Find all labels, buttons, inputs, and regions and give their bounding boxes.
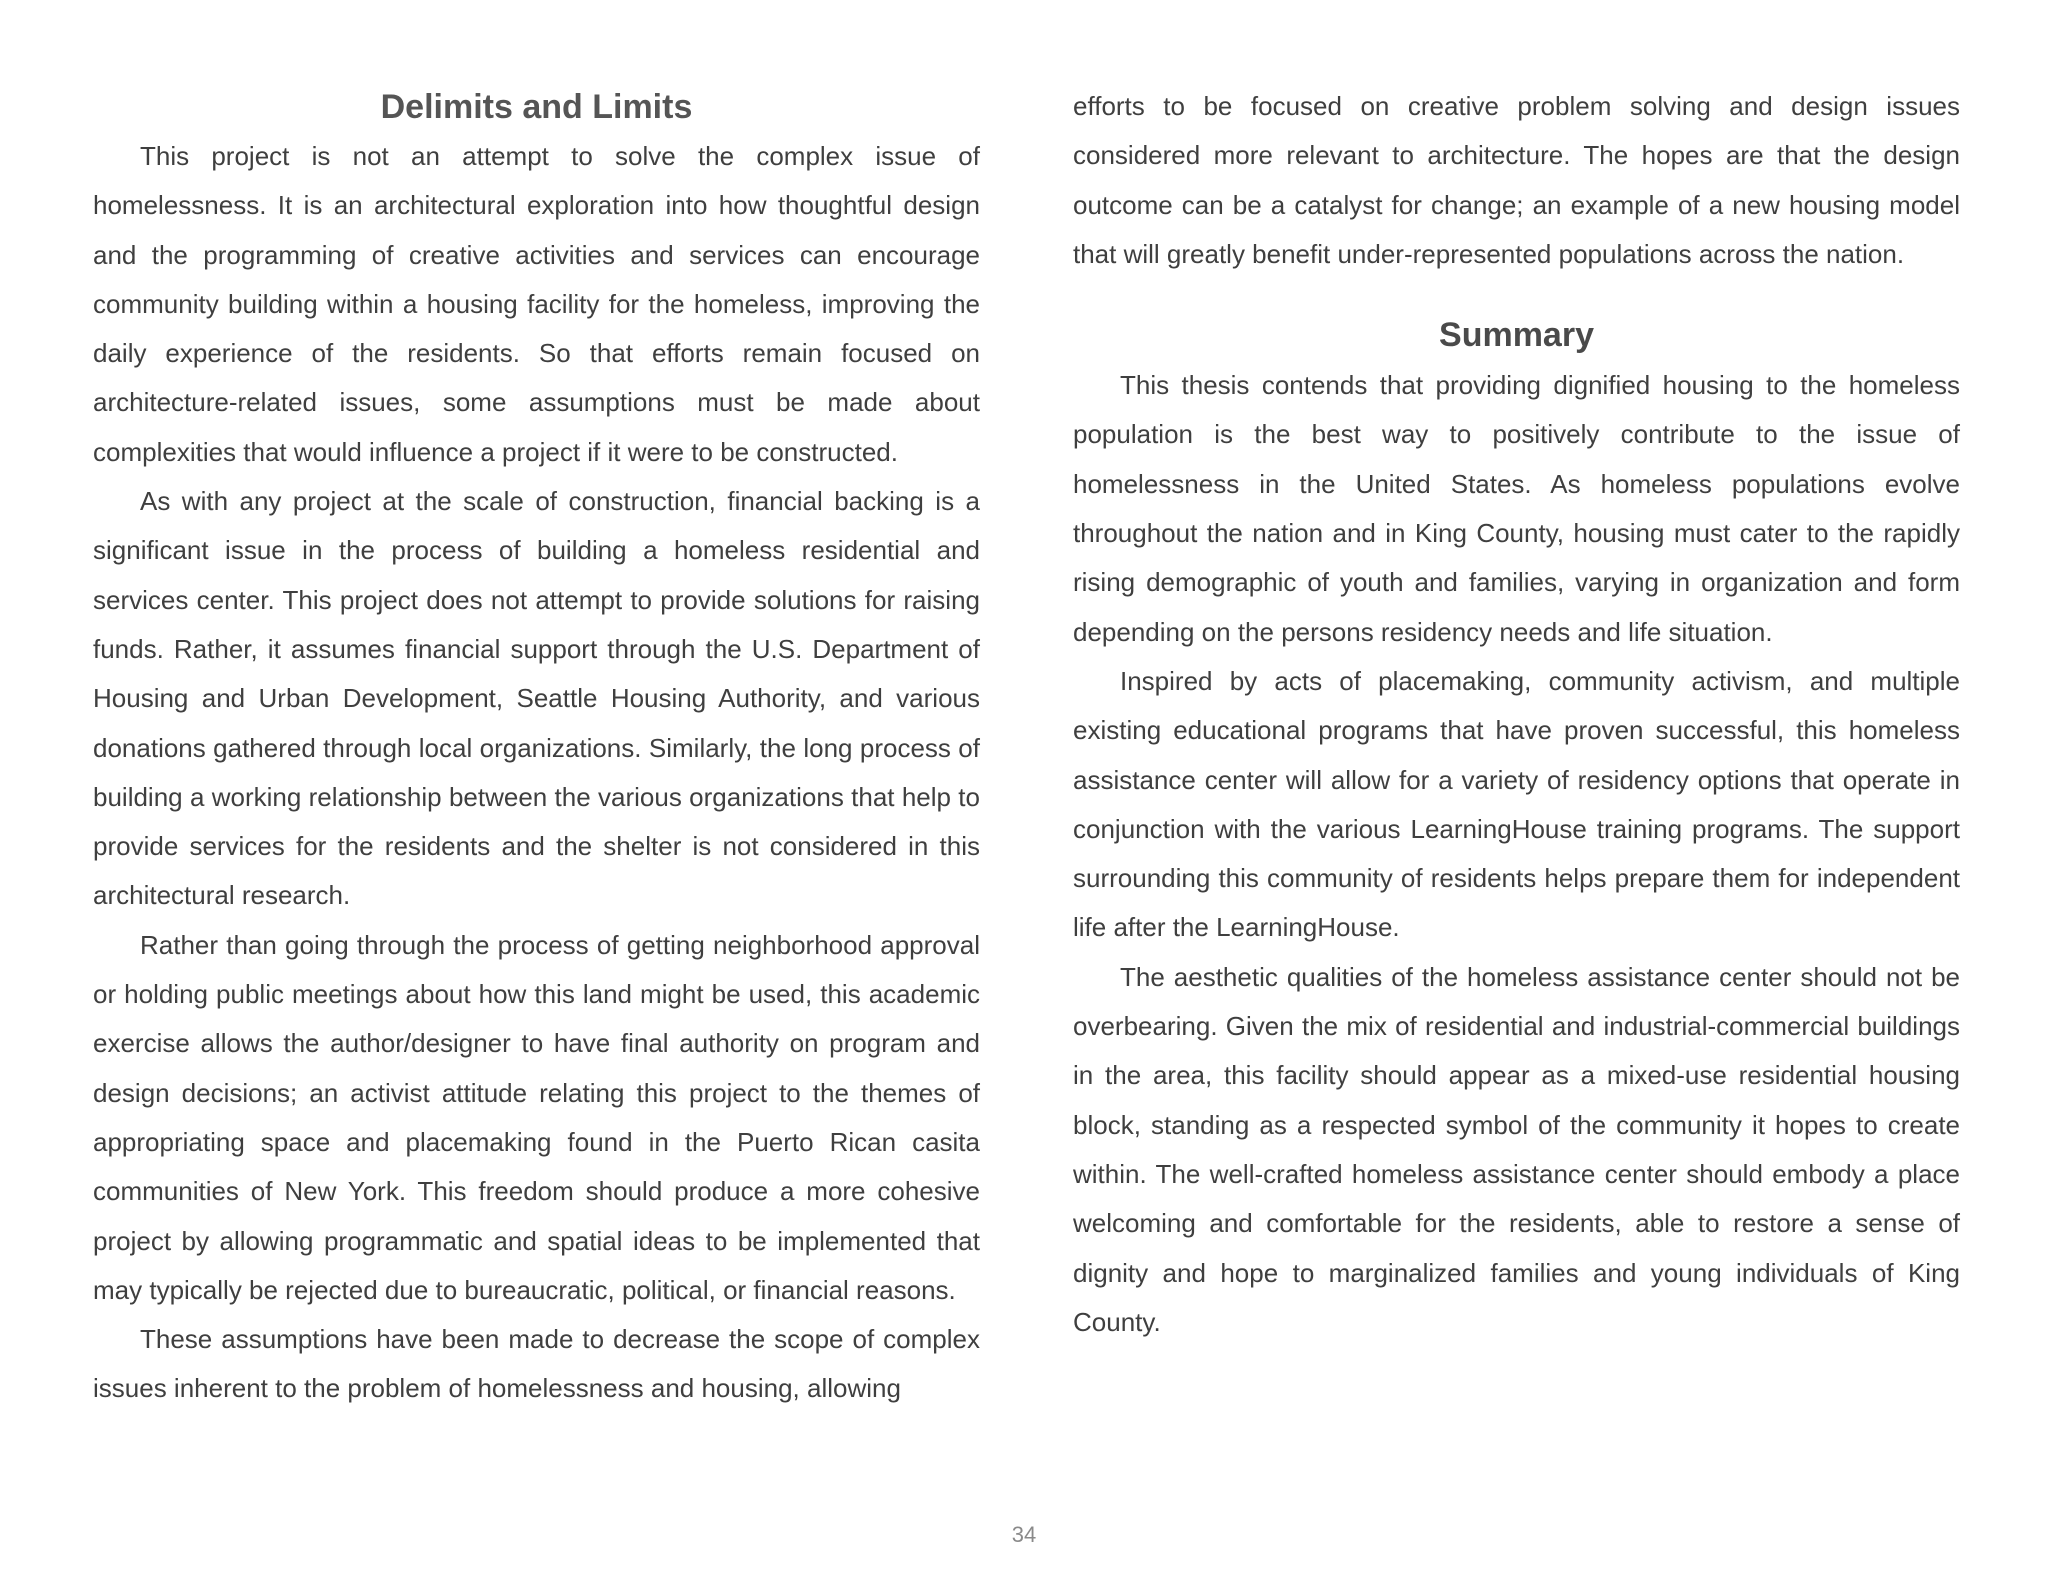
right-column (1073, 82, 1960, 1347)
page-number: 34 (1011, 1522, 1037, 1547)
paragraph-aesthetic: The aesthetic qualities of the homeless assistance center should not be overbearing. Given the mix of residential and industrial-commercial buildings in the area, this facility should appear as a mixed-use residential housing block, standing as a respected symbol of the community it hopes to create within. The well-crafted homeless assistance center should embody a place welcoming and comfortable for the residents, able to restore a sense of dignity and hope to marginalized families and young individuals of King County. (1073, 961, 1960, 1337)
paragraph-assumptions: These assumptions have been made to decrease the scope of complex issues inherent to the problem of homelessness and housing, allowing (93, 1324, 980, 1404)
paragraph-financial-backing: As with any project at the scale of construction, financial backing is a significant issue in the process of building a homeless residential and services center. This project does not attempt to provide solutions for raising funds. Rather, it assumes financial support through the U.S. Department of Housing and Urban Development, Seattle Housing Authority, and various donations gathered through local organizations. Similarly, the long process of building a working relationship between the various organizations that help to provide services for the residents and the shelter is not considered in this architectural research. (93, 486, 980, 911)
paragraph-project-scope: This project is not an attempt to solve the complex issue of homelessness. It is an architectural exploration into how thoughtful design and the programming of creative activities and services can encourage community building within a housing facility for the homeless, improving the daily experience of the residents. So that efforts remain focused on architecture-related issues, some assumptions must be made about complexities that would influence a project if it were to be constructed. (93, 141, 980, 467)
paragraph-continuation: efforts to be focused on creative problem solving and design issues considered more relevant to architecture. The hopes are that the design outcome can be a catalyst for change; an example of a new housing model that will greatly benefit under-represented populations across the nation. (1073, 91, 1960, 269)
section-heading-summary: Summary (1439, 316, 1594, 355)
paragraph-thesis: This thesis contends that providing dignified housing to the homeless population is the best way to positively contribute to the issue of homelessness in the United States. As homeless populations evolve throughout the nation and in King County, housing must cater to the rapidly rising demographic of youth and families, varying in organization and form depending on the persons residency needs and life situation. (1073, 370, 1960, 647)
left-column (93, 82, 980, 1414)
paragraph-neighborhood-approval: Rather than going through the process of getting neighborhood approval or holding public meetings about how this land might be used, this academic exercise allows the author/designer to have final authority on program and design decisions; an activist attitude relating this project to the themes of appropriating space and placemaking found in the Puerto Rican casita communities of New York. This freedom should produce a more cohesive project by allowing programmatic and spatial ideas to be implemented that may typically be rejected due to bureaucratic, political, or financial reasons. (93, 929, 980, 1305)
paragraph-placemaking: Inspired by acts of placemaking, community activism, and multiple existing educational programs that have proven successful, this homeless assistance center will allow for a variety of residency options that operate in conjunction with the various LearningHouse training programs. The support surrounding this community of residents helps prepare them for independent life after the LearningHouse. (1073, 665, 1960, 943)
section-heading-delimits: Delimits and Limits (380, 88, 693, 126)
